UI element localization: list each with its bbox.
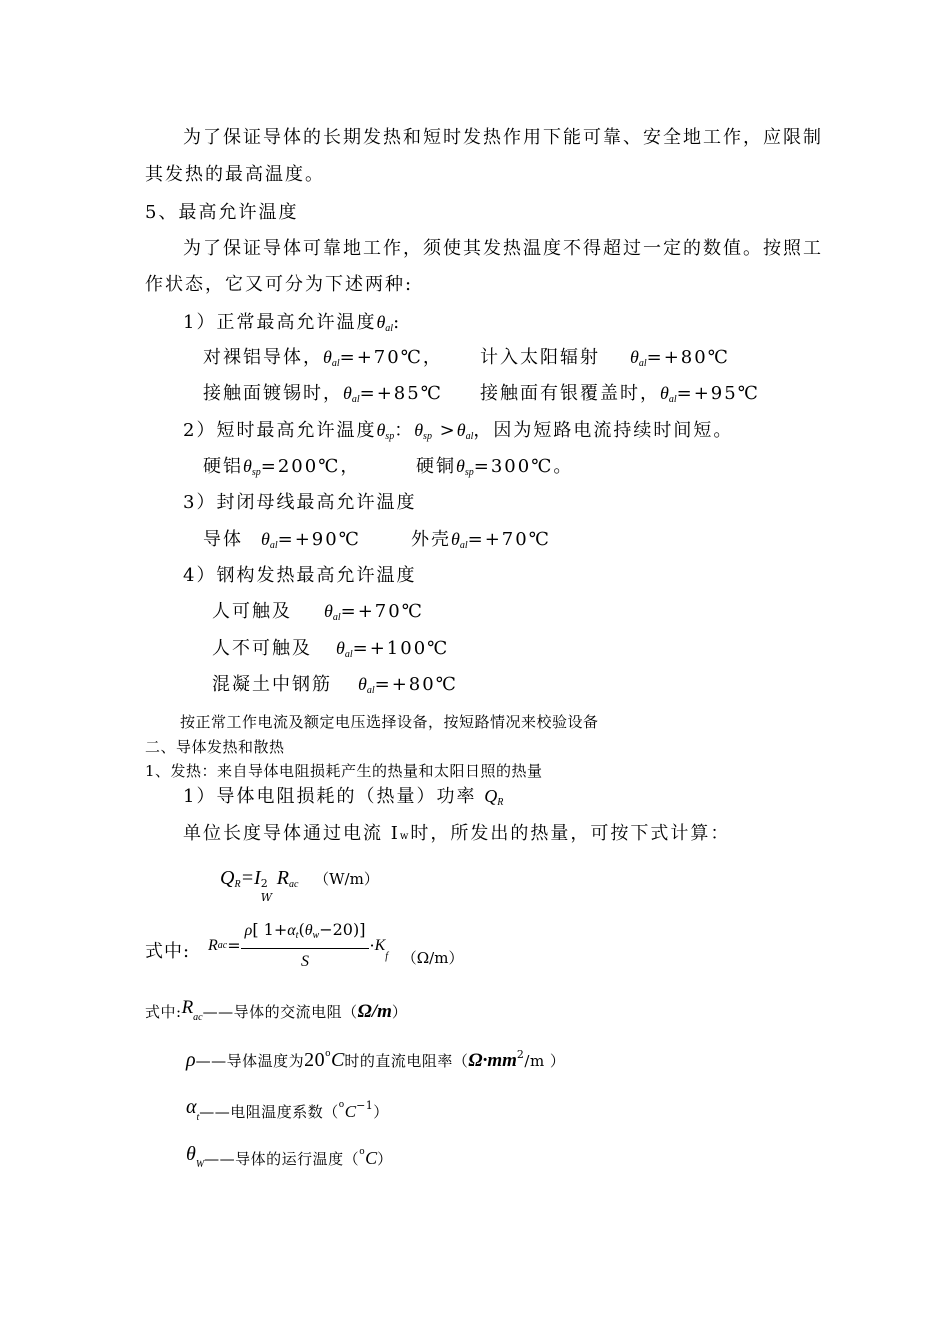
temp-row: 人不可触及 $\theta_{al}=+100℃$ (212, 638, 450, 660)
temp-value: =300℃。 (473, 456, 574, 477)
item-title: 3）封闭母线最高允许温度 (183, 492, 417, 513)
item-title: 2）短时最高允许温度$\theta_{sp}$：$\theta_{sp} >\theta_{al}$，因为短路电流持续时间短。 (183, 420, 734, 442)
temp-value: =+80℃ (646, 347, 730, 368)
temp-label: 接触面有银覆盖时， (480, 383, 660, 404)
temp-value: =+70℃ (467, 529, 551, 550)
item-title-text: 1）导体电阻损耗的（热量）功率 (183, 786, 477, 807)
temp-value: =200℃， (260, 456, 361, 477)
definition-prefix: 式中: (145, 1003, 182, 1021)
q-symbol: Q (484, 786, 498, 806)
w-subscript: w (399, 831, 411, 842)
temp-label: 对裸铝导体， (203, 347, 323, 368)
unit-symbol: Ω/m (357, 1001, 392, 1022)
definition-text: ——导体温度为 (195, 1052, 305, 1070)
temp-row: 导体 $\theta_{al}=+90℃$ (203, 529, 361, 551)
temp-row: 接触面镀锡时，$\theta_{al}=+85℃$ (203, 383, 443, 405)
item-title: 1）正常最高允许温度$\theta_{al}$: (183, 312, 402, 334)
formula-resistance: Rac= $\frac{\rho[ 1+\alpha_t(\theta_w-20)]}{S}$ $\cdot K_f$ $_{(\Omega/m)}$ (208, 920, 464, 970)
section-heading: 5、最高允许温度 (145, 202, 299, 223)
definition-close: ） (391, 1003, 408, 1021)
unit-label: （W/m） (314, 870, 379, 888)
unit-symbol: Ω·mm (468, 1050, 517, 1071)
temp-value: =+100℃ (352, 638, 450, 659)
temp-value: =+70℃， (339, 347, 443, 368)
temp-value: =+95℃ (676, 383, 760, 404)
temp-row: 计入太阳辐射 $\theta_{al}=+80℃$ (480, 347, 730, 369)
paragraph-line: 为了保证导体的长期发热和短时发热作用下能可靠、安全地工作，应限制 (183, 127, 823, 148)
temp-row: 人可触及 $\theta_{al}=+70℃$ (212, 601, 424, 623)
section-heading: 二、导体发热和散热 (145, 738, 285, 756)
note-line: 按正常工作电流及额定电压选择设备，按短路情况来校验设备 (180, 713, 599, 731)
item-title-text: 2）短时最高允许温度 (183, 420, 377, 441)
temp-value: =+80℃ (374, 674, 458, 695)
definition-close: /m ） (524, 1052, 566, 1070)
definition-close: ） (377, 1150, 393, 1168)
formula-power: $Q_R=I$ 2 W $R_{ac}$ （W/m） (220, 867, 379, 904)
temp-value: =+90℃ (277, 529, 361, 550)
temp-label: 硬铜 (416, 456, 456, 477)
definition-text: ——导体的交流电阻（ (202, 1003, 358, 1021)
unit-label: （Ω/m） (401, 949, 464, 967)
temp-label: 接触面镀锡时， (203, 383, 343, 404)
text-part: 单位长度导体通过电流 I (183, 823, 400, 844)
paragraph-line: 1、发热：来自导体电阻损耗产生的热量和太阳日照的热量 (145, 762, 543, 780)
definition-text: ——电阻温度系数（ (199, 1103, 339, 1121)
temp-row: 接触面有银覆盖时，$\theta_{al}=+95℃$ (480, 383, 760, 405)
paragraph-line (183, 822, 730, 849)
text-part: 时，所发出的热量，可按下式计算： (410, 823, 731, 844)
temp-row: 对裸铝导体，$\theta_{al}=+70℃$， (203, 347, 443, 369)
temp-label: 导体 (203, 529, 243, 550)
formula-prefix: 式中: (145, 941, 191, 962)
paragraph-line: 作状态，它又可分为下述两种: (145, 274, 414, 295)
temp-label: 外壳 (411, 529, 451, 550)
temp-label: 混凝土中钢筋 (212, 674, 332, 695)
temp-row: 外壳$\theta_{al}=+70℃$ (411, 529, 551, 551)
colon: ： (394, 420, 415, 441)
temp-row: 硬铜$\theta_{sp}=300℃$。 (416, 456, 574, 478)
temp-label: 硬铝 (203, 456, 243, 477)
temp-value: =+85℃ (359, 383, 443, 404)
definition-text: ——导体的运行温度（ (204, 1150, 360, 1168)
definition-row: 式中$:R_{ac}——$导体的交流电阻（Ω/m） (145, 997, 408, 1023)
definition-row: $\alpha_t——$电阻温度系数$(^oC^{-1})$ (186, 1096, 389, 1123)
temp-label: 人可触及 (212, 601, 292, 622)
q-subscript: R (497, 797, 504, 808)
definition-close: ） (373, 1103, 389, 1121)
temp-row: 硬铝$\theta_{sp}=200℃$， (203, 456, 361, 478)
item-title-text: 1）正常最高允许温度 (183, 312, 377, 333)
temp-value: =+70℃ (340, 601, 424, 622)
reason-text: ，因为短路电流持续时间短。 (473, 420, 734, 441)
gt-sign: > (431, 420, 457, 441)
definition-row: ρ——导体温度为20$^o$C时的直流电阻率（$\Omega\cdot mm^2/m$ ） (186, 1048, 566, 1071)
item-title (183, 784, 503, 815)
paragraph-line: 其发热的最高温度。 (145, 164, 325, 185)
definition-text: 时的直流电阻率（ (344, 1052, 469, 1070)
definition-row: $\theta_W——$导体的运行温度（$^o$C） (186, 1143, 393, 1170)
temp-label: 计入太阳辐射 (480, 347, 600, 368)
temp-row: 混凝土中钢筋 $\theta_{al}=+80℃$ (212, 674, 458, 696)
paragraph-line: 为了保证导体可靠地工作，须使其发热温度不得超过一定的数值。按照工 (183, 238, 823, 259)
item-title: 4）钢构发热最高允许温度 (183, 565, 417, 586)
temp-label: 人不可触及 (212, 638, 312, 659)
